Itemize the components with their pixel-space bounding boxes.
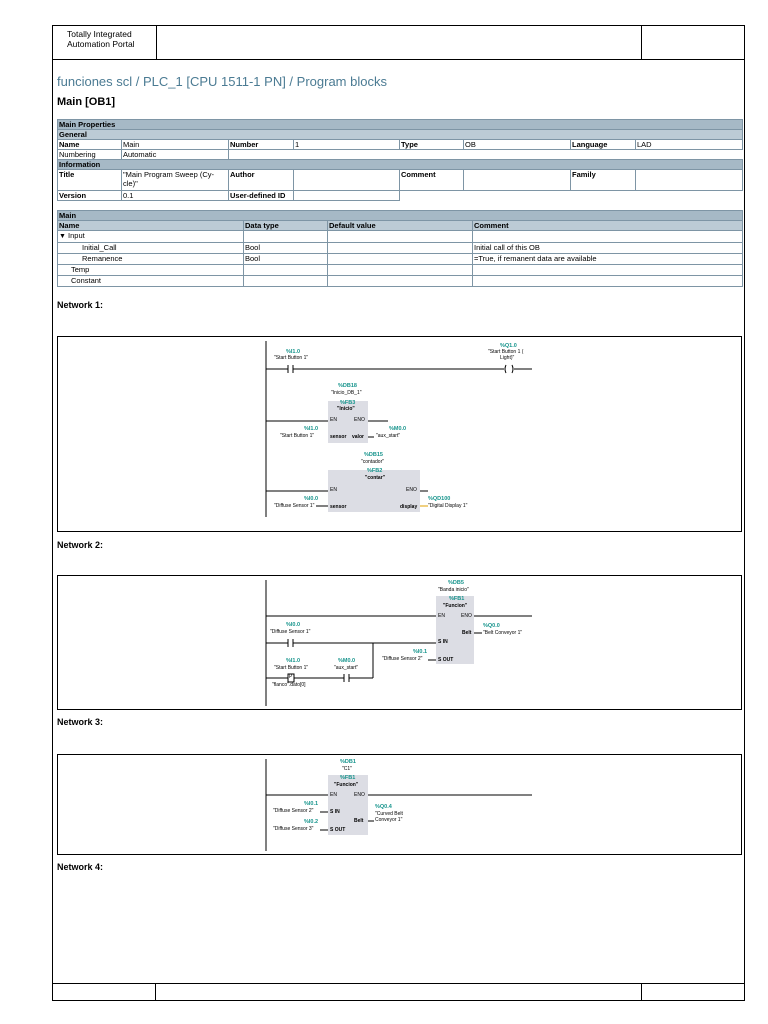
row-default [328,276,473,287]
row-default [328,265,473,276]
network-4-label: Network 4: [57,862,104,872]
sensor-pin: sensor [330,434,347,440]
sout-pin: S OUT [330,827,346,833]
belt-pin: Belt [462,630,472,636]
row-type [244,276,328,287]
input-name: "Diffuse Sensor 1" [274,503,315,509]
fb-name: "Funcion" [334,782,359,788]
input-address: %I1.0 [304,426,319,432]
type-value: OB [464,140,571,150]
coil-address: %Q1.0 [500,343,517,349]
output-name: "Curved Belt [375,811,403,817]
output-name: "aux_start" [376,433,401,439]
row-comment: =True, if remanent data are available [473,254,743,265]
db-address: %DB1 [340,759,356,765]
db-address: %DB18 [338,383,357,389]
block-title: Main [OB1] [57,96,116,108]
number-value: 1 [294,140,400,150]
col-comment-header: Comment [473,221,743,231]
col-name-header: Name [58,221,244,231]
family-label: Family [571,170,636,191]
db-name: "C1" [342,766,352,772]
col-default-header: Default value [328,221,473,231]
display-pin: display [400,504,418,510]
contact-address: %I1.0 [286,349,301,355]
sout-address: %I0.2 [304,819,319,825]
row-name: Input [68,231,85,240]
network-1-box [57,336,742,532]
input-address: %I0.0 [304,496,319,502]
contact-name: "Diffuse Sensor 1" [270,629,311,635]
userid-value [294,191,400,201]
input-name: "Start Button 1" [280,433,315,439]
db-name: "contador" [361,459,385,465]
eno-pin: ENO [354,417,365,423]
eno-pin: ENO [406,487,417,493]
comment-label: Comment [400,170,464,191]
sout-name: "Diffuse Sensor 3" [273,826,314,832]
footer-divider-1 [155,984,156,1000]
eno-pin: ENO [461,613,472,619]
output-address: %Q0.0 [483,623,500,629]
db-name: "Inicio_DB_1" [331,390,362,396]
brand-line-1: Totally Integrated [67,29,132,39]
row-comment [473,276,743,287]
table-row [58,265,743,276]
title-label: Title [58,170,122,191]
type-label: Type [400,140,464,150]
edge-p-label: P [289,674,293,680]
col-type-header: Data type [244,221,328,231]
fb-name: "Funcion" [443,603,468,609]
page-footer [53,983,744,1000]
numbering-label: Numbering [58,150,122,160]
network-2-box [57,575,742,710]
db-name: "Banda inicio" [438,587,469,593]
information-heading: Information [58,160,743,170]
sin-name: "Diffuse Sensor 2" [273,808,314,814]
eno-pin: ENO [354,792,365,798]
contact-name: "Start Button 1" [274,665,309,671]
network-3-box [57,754,742,855]
sout-address: %I0.1 [413,649,428,655]
belt-pin: Belt [354,818,364,824]
interface-table [57,210,743,287]
title-path: funciones scl / PLC_1 [CPU 1511-1 PN] / Program blocks [57,74,387,89]
row-default [328,231,473,243]
comment-value [464,170,571,191]
output-name: "Digital Display 1" [428,503,468,509]
main-properties-table [57,119,743,201]
row-name: Initial_Call [58,243,244,254]
row-name: Remanence [58,254,244,265]
sin-address: %I0.1 [304,801,319,807]
output-address: %Q0.4 [375,804,392,810]
row-type [244,231,328,243]
valor-pin: valor [352,434,364,440]
collapse-triangle-icon[interactable]: ▼ [59,233,66,240]
numbering-value: Automatic [122,150,229,160]
fb-address: %FB2 [367,468,383,474]
name-label: Name [58,140,122,150]
row-comment [473,265,743,276]
row-default [328,243,473,254]
language-value: LAD [636,140,743,150]
output-address: %M0.0 [389,426,407,432]
numbering-blank [229,150,743,160]
table-row [58,231,743,243]
coil-name: "Start Button 1 ( [488,349,524,355]
row-name: Temp [58,265,244,276]
output-address: %QD100 [428,496,451,502]
fb-address: %FB1 [449,596,465,602]
fb-name: "contar" [365,475,386,481]
footer-divider-2 [641,984,642,1000]
contact-address: %M0.0 [338,658,356,664]
general-heading: General [58,130,743,140]
language-label: Language [571,140,636,150]
family-value [636,170,743,191]
contact-name: "Start Button 1" [274,355,309,361]
sin-pin: S IN [330,809,340,815]
contact-address: %I1.0 [286,658,301,664]
page-header [53,26,744,60]
row-type: Bool [244,254,328,265]
contact-address: %I0.0 [286,622,301,628]
sout-name: "Diffuse Sensor 2" [382,656,423,662]
sout-pin: S OUT [438,657,454,663]
fb-address: %FB3 [340,400,356,406]
coil-name-2: Light)" [500,355,515,361]
fb-name: "Inicio" [337,406,355,412]
main-properties-heading: Main Properties [58,120,743,130]
version-value: 0.1 [122,191,229,201]
db-address: %DB15 [364,452,383,458]
number-label: Number [229,140,294,150]
en-pin: EN [438,613,445,619]
row-type: Bool [244,243,328,254]
userid-label: User-defined ID [229,191,294,201]
db-address: %DB5 [448,580,464,586]
en-pin: EN [330,487,337,493]
table-row [58,243,743,254]
network-3-diagram [58,755,743,856]
row-comment: Initial call of this OB [473,243,743,254]
name-value: Main [122,140,229,150]
network-1-label: Network 1: [57,300,104,310]
row-name: Constant [58,276,244,287]
version-label: Version [58,191,122,201]
table-row [58,276,743,287]
interface-heading: Main [58,211,743,221]
version-blank [400,191,743,201]
output-name-2: Conveyor 1" [375,817,403,823]
en-pin: EN [330,417,337,423]
row-default [328,254,473,265]
network-2-diagram [58,576,743,711]
sin-pin: S IN [438,639,448,645]
output-name: "Belt Conveyor 1" [483,630,523,636]
row-type [244,265,328,276]
author-value [294,170,400,191]
network-2-label: Network 2: [57,540,104,550]
fb-address: %FB1 [340,775,356,781]
row-comment [473,231,743,243]
en-pin: EN [330,792,337,798]
header-divider [641,26,642,59]
brand-cell [53,26,157,59]
sensor-pin: sensor [330,504,347,510]
network-3-label: Network 3: [57,717,104,727]
contact-name: "aux_start" [334,665,359,671]
title-value: "Main Program Sweep (Cy-cle)" [122,170,229,191]
table-row [58,254,743,265]
author-label: Author [229,170,294,191]
edge-name: "flanco".dato[0] [272,682,306,688]
brand-line-2: Automation Portal [67,39,135,49]
